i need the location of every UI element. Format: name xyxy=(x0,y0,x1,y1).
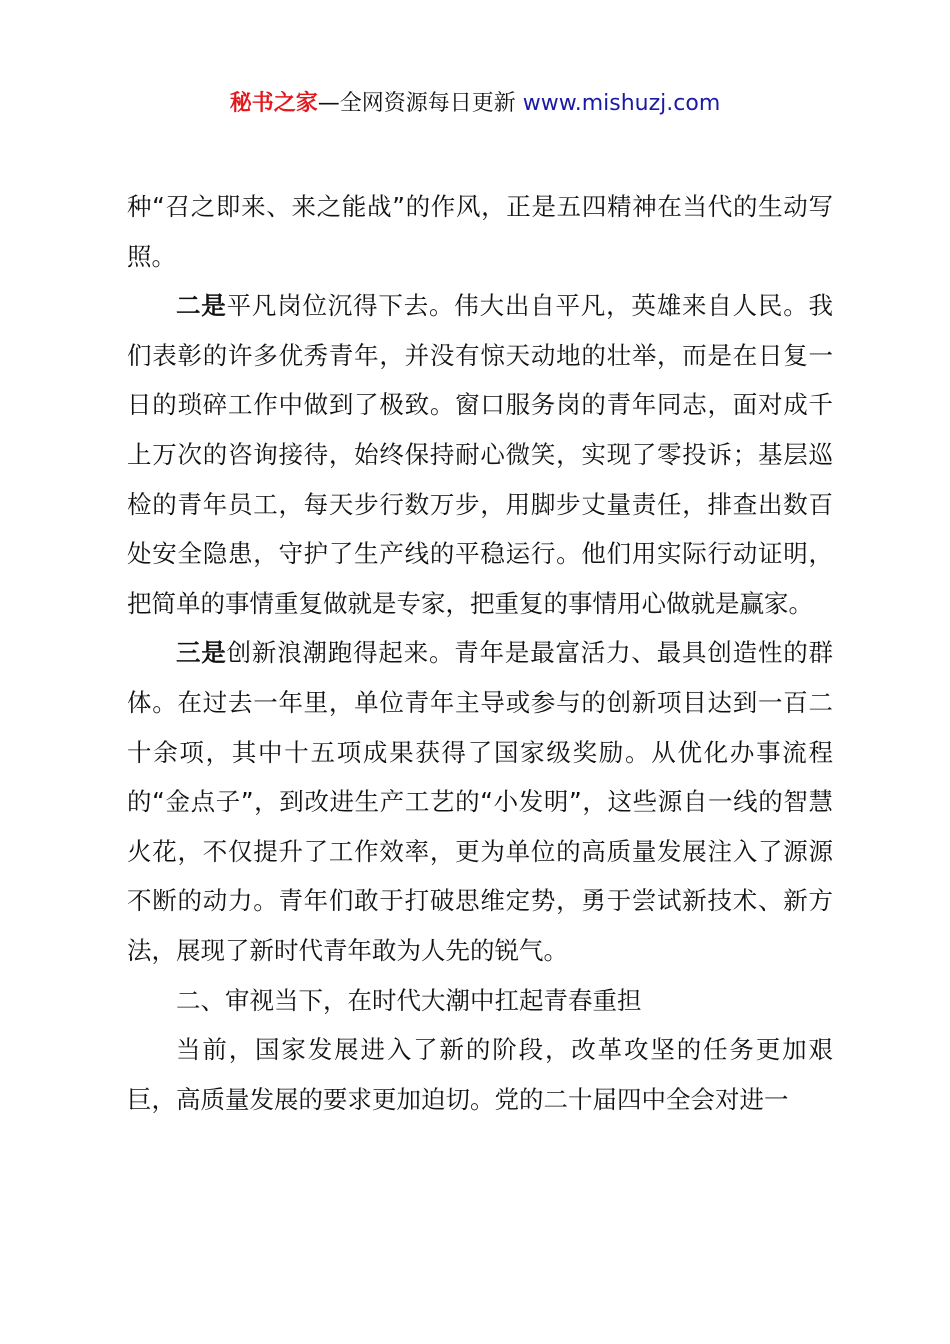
section-heading xyxy=(127,976,833,1026)
site-url-link[interactable]: www.mishuzj.com xyxy=(522,91,721,116)
section-heading-text: 二、审视当下，在时代大潮中扛起青春重担 xyxy=(176,985,642,1015)
paragraph-current-situation xyxy=(127,1025,833,1124)
paragraph-lead: 二是 xyxy=(176,291,227,321)
paragraph-text: 平凡岗位沉得下去。伟大出自平凡，英雄来自人民。我们表彰的许多优秀青年，并没有惊天动地的壮举，而是在日复一日的琐碎工作中做到了极致。窗口服务岗的青年同志，面对成千上万次的咨询接待，始终保持耐心微笑，实现了零投诉；基层巡检的青年员工，每天步行数万步，用脚步丈量责任，排查出数百处安全隐患，守护了生产线的平稳运行。他们用实际行动证明，把简单的事情重复做就是专家，把重复的事情用心做就是赢家。 xyxy=(127,291,834,618)
paragraph-point-two xyxy=(127,281,833,628)
paragraph-text: 创新浪潮跑得起来。青年是最富活力、最具创造性的群体。在过去一年里，单位青年主导或参与的创新项目达到一百二十余项，其中十五项成果获得了国家级奖励。从优化办事流程的“金点子”，到改进生产工艺的“小发明”，这些源自一线的智慧火花，不仅提升了工作效率，更为单位的高质量发展注入了源源不断的动力。青年们敢于打破思维定势，勇于尝试新技术、新方法，展现了新时代青年敢为人先的锐气。 xyxy=(127,638,834,965)
brand-name: 秘书之家 xyxy=(229,91,318,116)
paragraph-text: 种“召之即来、来之能战”的作风，正是五四精神在当代的生动写照。 xyxy=(127,192,833,271)
paragraph-continuation xyxy=(127,182,833,281)
paragraph-text: 当前，国家发展进入了新的阶段，改革攻坚的任务更加艰巨，高质量发展的要求更加迫切。党的二十届四中全会对进一 xyxy=(127,1035,833,1114)
document-body xyxy=(127,182,833,1124)
paragraph-lead: 三是 xyxy=(176,638,227,668)
header-tagline: —全网资源每日更新 xyxy=(317,91,516,116)
site-header xyxy=(0,86,950,122)
paragraph-point-three xyxy=(127,628,833,975)
